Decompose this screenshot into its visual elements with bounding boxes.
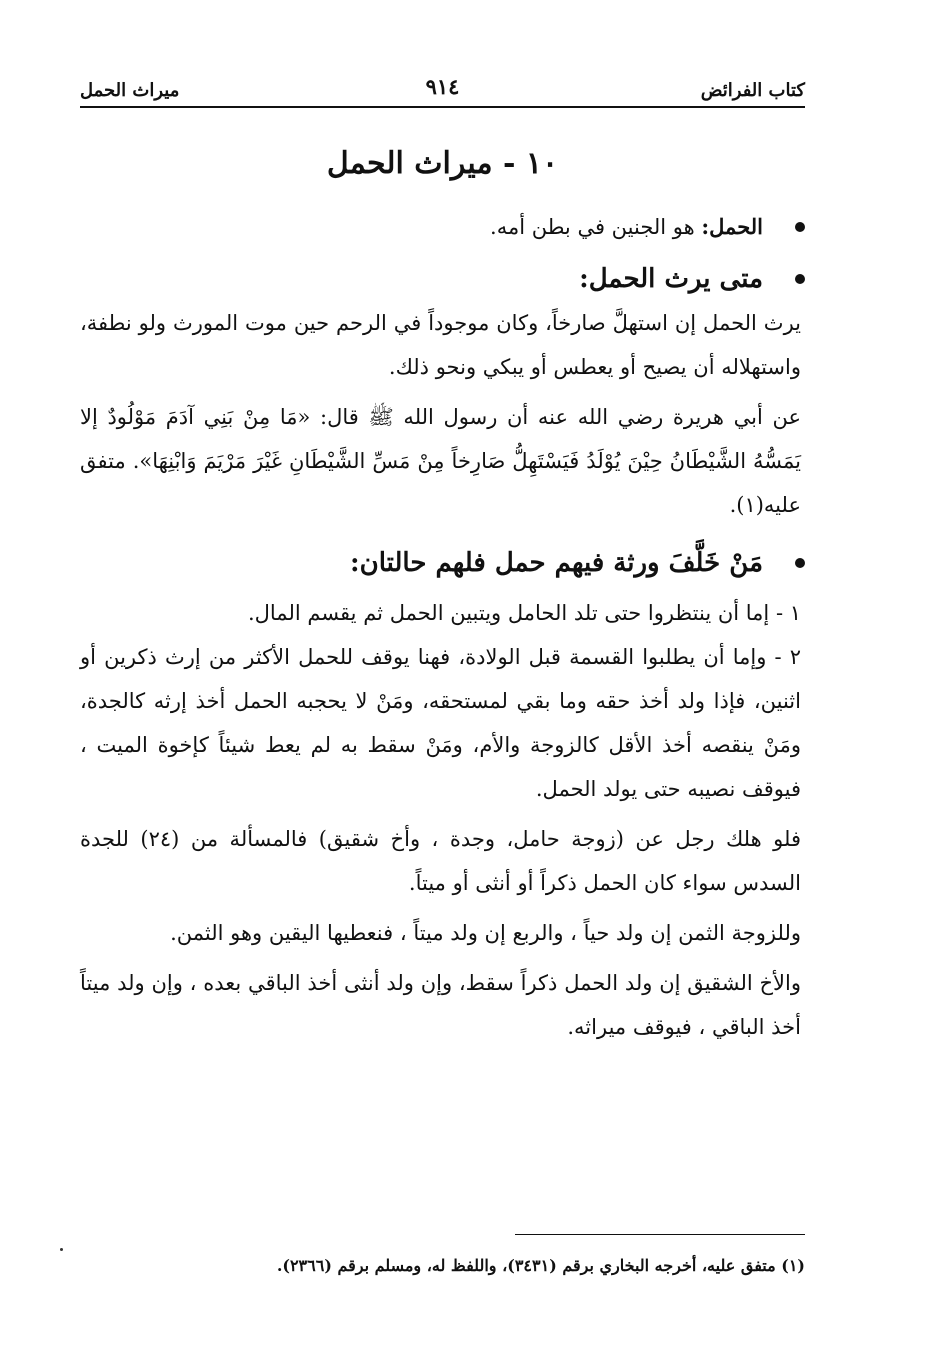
paragraph-inheritance-condition: يرث الحمل إن استهلَّ صارخاً، وكان موجوداً في الرحم حين موت المورث ولو نطفة، واستهلاله أن يصيح أو يعطس أو يبكي ونحو ذلك. xyxy=(80,311,801,379)
subheading-text: متى يرث الحمل: xyxy=(579,264,763,294)
running-header xyxy=(80,74,805,104)
definition-item xyxy=(80,205,763,249)
header-section-title: ميراث الحمل xyxy=(80,80,180,101)
definition-text: هو الجنين في بطن أمه. xyxy=(490,215,702,239)
bullet-icon xyxy=(795,222,805,232)
numbered-item-2: ٢ - وإما أن يطلبوا القسمة قبل الولادة، فهنا يوقف للحمل الأكثر من إرث ذكرين أو اثنين، فإذا ولد أخذ حقه وما بقي لمستحقه، ومَنْ لا يحجبه الحمل أخذ إرثه كالجدة، ومَنْ ينقصه أخذ الأقل كالزوجة والأم، ومَنْ سقط به لم يعط شيئاً كإخوة الميت ، فيوقف نصيبه حتى يولد الحمل. xyxy=(80,645,801,801)
footnote-rule xyxy=(515,1234,805,1235)
header-rule xyxy=(80,106,805,108)
paragraph-brother-share: والأخ الشقيق إن ولد الحمل ذكراً سقط، وإن ولد أنثى أخذ الباقي بعده ، وإن ولد ميتاً أخذ الباقي ، فيوقف ميراثه. xyxy=(80,971,801,1039)
bullet-icon xyxy=(795,558,805,568)
paragraph-hadith: عن أبي هريرة رضي الله عنه أن رسول الله ﷺ قال: «مَا مِنْ بَنِي آدَمَ مَوْلُودٌ إلا يَمَسُّهُ الشَّيْطَانُ حِيْنَ يُوْلَدُ فَيَسْتَهِلُّ صَارِخاً مِنْ مَسِّ الشَّيْطَانِ غَيْرَ مَرْيَمَ وَابْنِهَا». متفق عليه(١). xyxy=(80,405,801,517)
page-body xyxy=(80,205,801,1049)
paragraph-wife-share: وللزوجة الثمن إن ولد حياً ، والربع إن ولد ميتاً ، فنعطيها اليقين وهو الثمن. xyxy=(170,921,801,945)
scan-speck xyxy=(60,1248,63,1251)
chapter-title: ١٠ - ميراث الحمل xyxy=(326,146,559,181)
definition-label: الحمل: xyxy=(701,214,763,239)
subheading-when-inherits xyxy=(80,257,763,301)
header-book-title: كتاب الفرائض xyxy=(700,80,805,101)
bullet-icon xyxy=(795,274,805,284)
footnote: (١) متفق عليه، أخرجه البخاري برقم (٣٤٣١)، واللفظ له، ومسلم برقم (٢٣٦٦). xyxy=(276,1256,805,1275)
header-page-number: ٩١٤ xyxy=(425,74,460,99)
subheading-text: مَنْ خَلَّفَ ورثة فيهم حمل فلهم حالتان: xyxy=(350,548,763,578)
paragraph-example: فلو هلك رجل عن (زوجة حامل، وجدة ، وأخ شقيق) فالمسألة من (٢٤) للجدة السدس سواء كان الحمل ذكراً أو أنثى أو ميتاً. xyxy=(80,827,801,895)
numbered-item-1: ١ - إما أن ينتظروا حتى تلد الحامل ويتبين الحمل ثم يقسم المال. xyxy=(247,601,801,625)
subheading-two-cases xyxy=(80,541,763,585)
